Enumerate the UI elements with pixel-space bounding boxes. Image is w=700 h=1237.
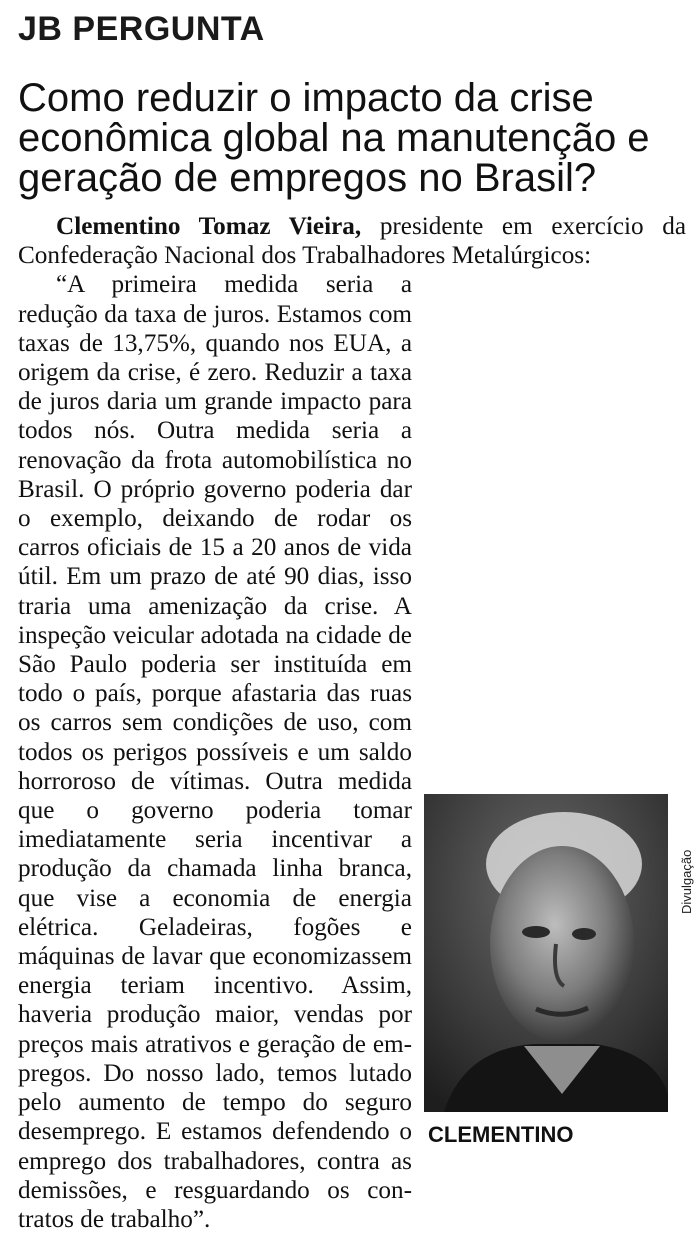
portrait-illustration: [424, 794, 668, 1112]
respondent-role: presidente em exercício da Confederação Nacional dos Trabalhadores Metalúrgicos:: [18, 213, 687, 270]
intro-paragraph: [18, 212, 686, 270]
section-tag: JB PERGUNTA: [18, 10, 265, 48]
article-body: [18, 212, 694, 1234]
headline: Como reduzir o impacto da crise econômica global na manutenção e geração de empregos no Brasil?: [18, 76, 650, 200]
respondent-name: Clementino Tomaz Vieira,: [56, 213, 362, 240]
photo-caption: CLEMENTINO: [428, 1122, 574, 1148]
quote-paragraph: “A primeira medida seria a redução da taxa de juros. Estamos com taxas de 13,75%, quando nos EUA, a origem da crise, é zero. Reduzir a taxa de juros daria um grande impacto para todos nós. Outra medida seria a renovação da frota automobilística no Brasil. O próprio governo poderia dar o exemplo, deixando de rodar os carros oficiais de 15 a 20 anos de vida útil. Em um prazo de até 90 dias, isso traria uma amenização da crise. A inspeção veicular adotada na cidade de São Paulo poderia ser instituída em todo o país, porque afastaria das ruas os carros sem condições de uso, com todos os perigos possíveis e um saldo horroroso de vítimas. Outra medida que o governo poderia tomar imediatamente seria incentivar a produção da chamada linha branca, que vise a economia de energia elétrica. Geladeiras, fogões e máquinas de lavar que economizassem energia teriam incentivo. Assim, haveria produção maior, vendas por preços mais atrativos e geração de empregos. Do nosso lado, temos lutado pelo aumento de tempo do seguro desemprego. E estamos defendendo o emprego dos trabalhadores, contra as demissões, e resguardando os contratos de trabalho”.: [18, 271, 412, 1233]
portrait-photo: [424, 794, 668, 1112]
photo-credit: Divulgação: [679, 850, 694, 915]
photo-block: [424, 794, 694, 1198]
